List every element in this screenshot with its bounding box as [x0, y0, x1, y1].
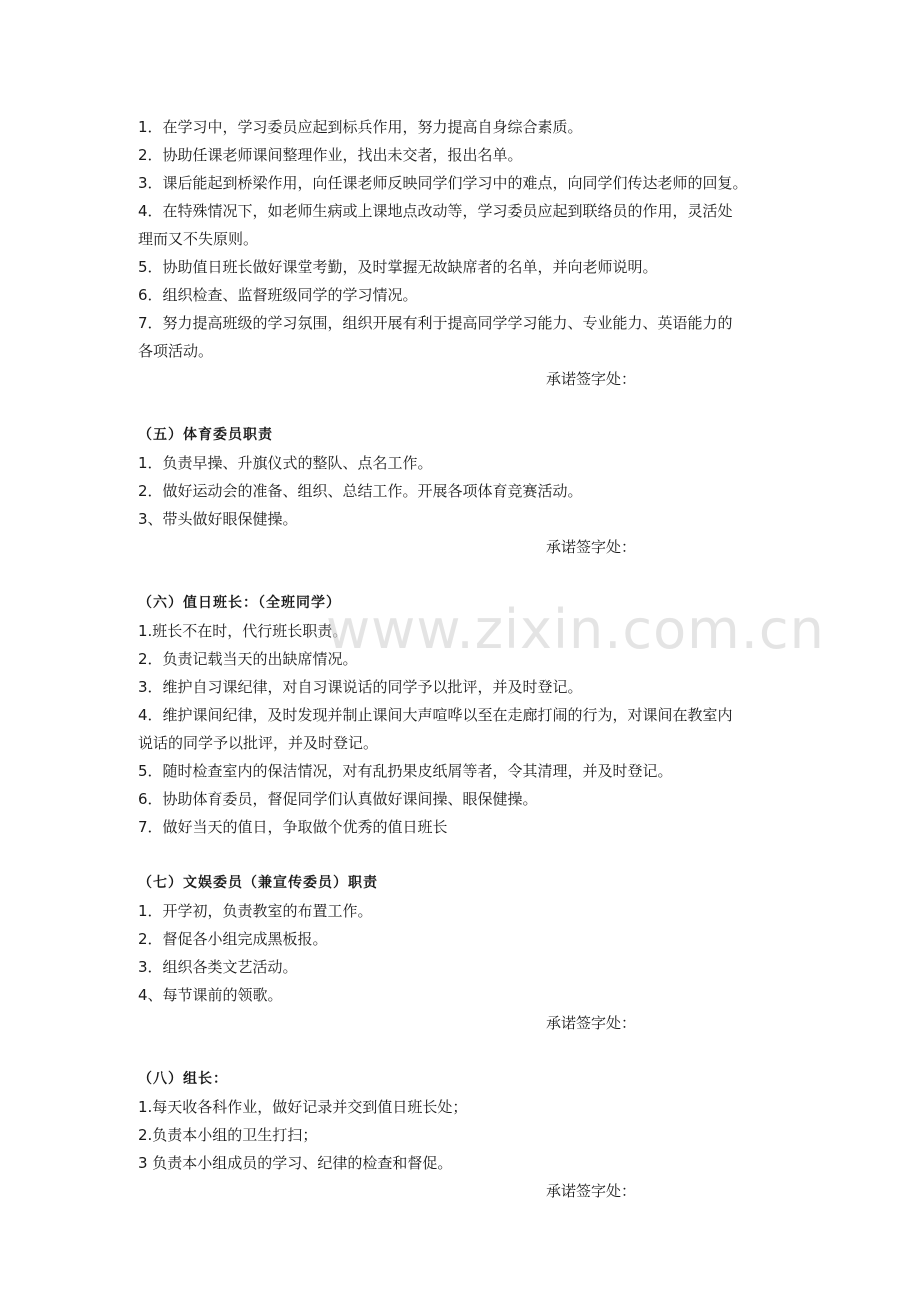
list-item: 1．负责早操、升旗仪式的整队、点名工作。: [138, 454, 433, 472]
list-item: 1.每天收各科作业，做好记录并交到值日班长处；: [138, 1098, 468, 1116]
list-item: 1．在学习中，学习委员应起到标兵作用，努力提高自身综合素质。: [138, 118, 583, 136]
list-item: 2．做好运动会的准备、组织、总结工作。开展各项体育竞赛活动。: [138, 482, 583, 500]
list-item: 理而又不失原则。: [138, 230, 259, 248]
list-item: 1．开学初，负责教室的布置工作。: [138, 902, 373, 920]
list-item: 5．随时检查室内的保洁情况，对有乱扔果皮纸屑等者，令其清理，并及时登记。: [138, 762, 673, 780]
list-item: 3．维护自习课纪律，对自习课说话的同学予以批评，并及时登记。: [138, 678, 583, 696]
list-item: 2．督促各小组完成黑板报。: [138, 930, 328, 948]
signature-line: 承诺签字处：: [546, 370, 637, 388]
list-item: 3．组织各类文艺活动。: [138, 958, 298, 976]
list-item: 4．在特殊情况下，如老师生病或上课地点改动等，学习委员应起到联络员的作用，灵活处: [138, 202, 733, 220]
list-item: 说话的同学予以批评，并及时登记。: [138, 734, 379, 752]
list-item: 2．负责记载当天的出缺席情况。: [138, 650, 358, 668]
list-item: 3、带头做好眼保健操。: [138, 510, 298, 528]
list-item: 2．协助任课老师课间整理作业，找出未交者，报出名单。: [138, 146, 523, 164]
list-item: 2.负责本小组的卫生打扫；: [138, 1126, 318, 1144]
watermark: www.zixin.com.cn: [326, 598, 825, 661]
list-item: 7．做好当天的值日，争取做个优秀的值日班长: [138, 818, 448, 836]
list-item: 5．协助值日班长做好课堂考勤，及时掌握无故缺席者的名单，并向老师说明。: [138, 258, 658, 276]
section-heading: （五）体育委员职责: [138, 427, 273, 443]
list-item: 1.班长不在时，代行班长职责。: [138, 622, 348, 640]
list-item: 3 负责本小组成员的学习、纪律的检查和督促。: [138, 1154, 453, 1172]
list-item: 7．努力提高班级的学习氛围，组织开展有利于提高同学学习能力、专业能力、英语能力的: [138, 314, 733, 332]
list-item: 6．协助体育委员，督促同学们认真做好课间操、眼保健操。: [138, 790, 538, 808]
signature-line: 承诺签字处：: [546, 538, 637, 556]
spacer: [138, 393, 788, 421]
list-item: 3．课后能起到桥梁作用，向任课老师反映同学们学习中的难点，向同学们传达老师的回复。: [138, 174, 748, 192]
section-heading: （八）组长：: [138, 1071, 228, 1087]
section-heading: （七）文娱委员（兼宣传委员）职责: [138, 875, 378, 891]
list-item: 6．组织检查、监督班级同学的学习情况。: [138, 286, 418, 304]
spacer: [138, 1037, 788, 1065]
signature-line: 承诺签字处：: [546, 1182, 637, 1200]
list-item: 各项活动。: [138, 342, 214, 360]
signature-line: 承诺签字处：: [546, 1014, 637, 1032]
spacer: [138, 841, 788, 869]
list-item: 4．维护课间纪律，及时发现并制止课间大声喧哗以至在走廊打闹的行为，对课间在教室内: [138, 706, 733, 724]
list-item: 4、每节课前的领歌。: [138, 986, 283, 1004]
section-heading: （六）值日班长：（全班同学）: [138, 595, 341, 611]
spacer: [138, 561, 788, 589]
